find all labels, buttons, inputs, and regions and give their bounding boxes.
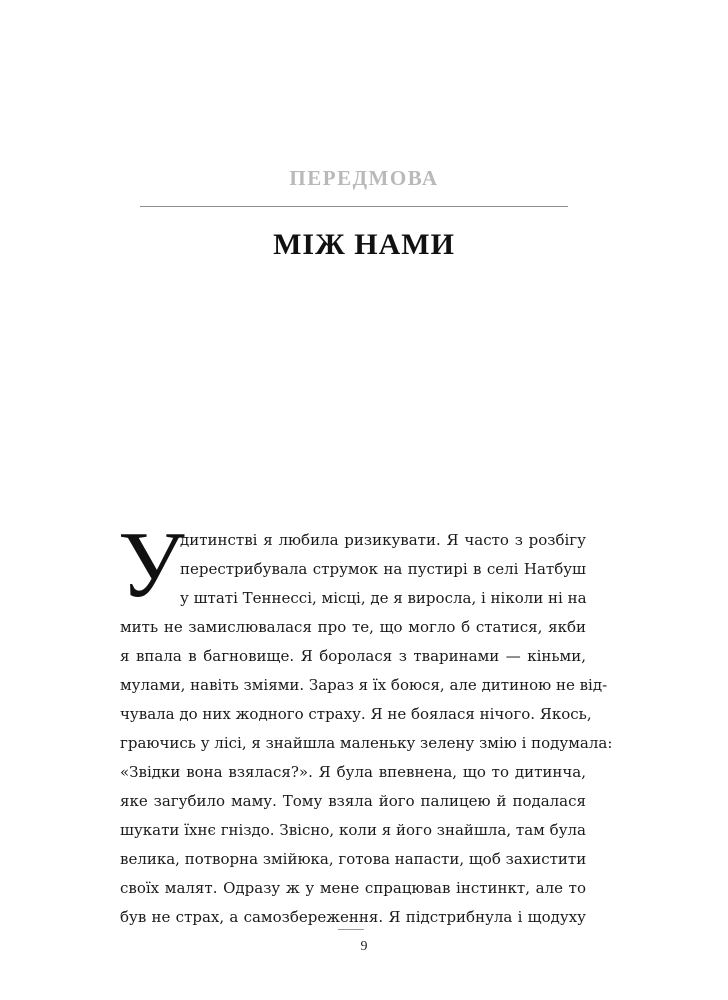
text-line: яке загубило маму. Тому взяла його палицею й подалася bbox=[120, 792, 586, 810]
text-line: своїх малят. Одразу ж у мене спрацював інстинкт, але то bbox=[120, 879, 586, 897]
chapter-title: МІЖ НАМИ bbox=[273, 228, 455, 261]
page-number: 9 bbox=[360, 939, 368, 954]
body-text bbox=[118, 513, 613, 932]
text-line: я впала в багновище. Я боролася з тваринами — кіньми, bbox=[120, 647, 586, 665]
text-line: граючись у лісі, я знайшла маленьку зелену змію і подумала: bbox=[120, 734, 613, 752]
text-line: мить не замислювалася про те, що могло б статися, якби bbox=[120, 618, 586, 636]
text-line: був не страх, а самозбереження. Я підстрибнула і щодуху bbox=[120, 908, 586, 926]
text-line: шукати їхнє гніздо. Звісно, коли я його знайшла, там була bbox=[120, 821, 586, 839]
text-line: «Звідки вона взялася?». Я була впевнена, що то дитинча, bbox=[120, 763, 586, 781]
text-line: велика, потворна змійюка, готова напасти, щоб захистити bbox=[120, 850, 587, 868]
text-line: у штаті Теннессі, місці, де я виросла, і ніколи ні на bbox=[180, 589, 587, 607]
title-divider bbox=[140, 206, 568, 207]
text-line: мулами, навіть зміями. Зараз я їх боюся, але дитиною не від- bbox=[120, 676, 608, 694]
text-line: чувала до них жодного страху. Я не боялася нічого. Якось, bbox=[120, 705, 592, 723]
footer-divider bbox=[338, 929, 364, 930]
text-line: дитинстві я любила ризикувати. Я часто з розбігу bbox=[180, 531, 586, 549]
text-line: перестрибувала струмок на пустирі в селі Натбуш bbox=[180, 560, 586, 578]
drop-cap: У bbox=[118, 513, 185, 617]
section-label: ПЕРЕДМОВА bbox=[289, 166, 439, 190]
